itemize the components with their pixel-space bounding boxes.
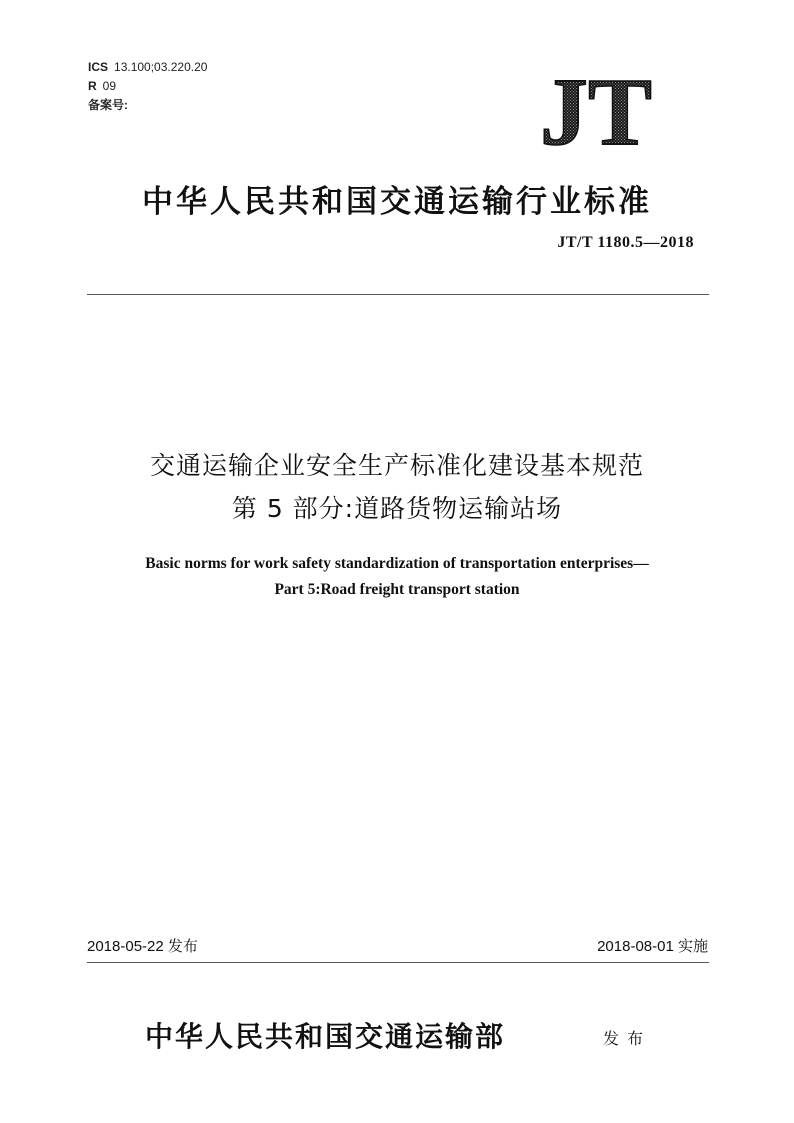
implementation-date: 2018-08-01 实施 (597, 938, 708, 955)
english-title (0, 551, 794, 603)
ics-code (88, 58, 207, 77)
record-label: 备案号: (88, 98, 128, 112)
ccs-value: 09 (102, 79, 117, 93)
ccs-code (88, 77, 207, 96)
english-title-line-2: Part 5:Road freight transport station (274, 581, 520, 598)
jt-logo-text: JT (539, 70, 653, 152)
bottom-divider (87, 962, 709, 963)
standard-number: JT/T 1180.5—2018 (557, 234, 694, 251)
ics-value: 13.100;03.220.20 (114, 60, 208, 74)
ccs-label: R (88, 79, 97, 93)
classification-block (88, 58, 207, 115)
chinese-title-line-2: 第 5 部分:道路货物运输站场 (231, 494, 563, 523)
issuing-authority-suffix: 发布 (603, 1029, 652, 1048)
issue-date: 2018-05-22 发布 (87, 938, 198, 955)
chinese-title-line-1: 交通运输企业安全生产标准化建设基本规范 (149, 451, 644, 480)
issuing-authority: 中华人民共和国交通运输部 (145, 1020, 506, 1053)
record-number (88, 96, 207, 115)
chinese-title (0, 444, 794, 530)
jt-logo (516, 70, 676, 152)
english-title-line-1: Basic norms for work safety standardization of transportation enterprises— (145, 555, 649, 572)
standard-category-title: 中华人民共和国交通运输行业标准 (142, 184, 652, 220)
top-divider (87, 294, 709, 295)
ics-label: ICS (88, 60, 109, 74)
